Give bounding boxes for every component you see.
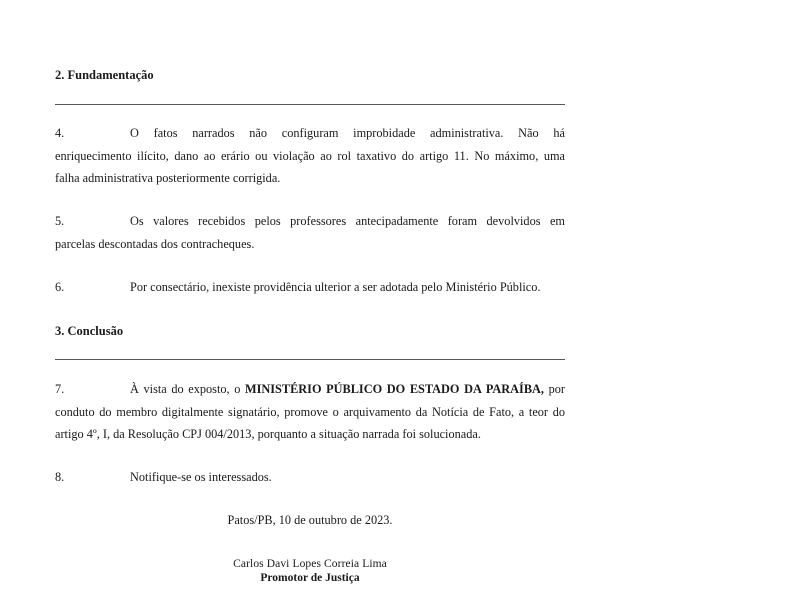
paragraph-6 — [55, 276, 565, 299]
section-heading-fundamentacao: 2. Fundamentação — [55, 68, 154, 82]
paragraph-text: Os valores recebidos pelos professores antecipadamente foram devolvidos em — [130, 214, 565, 228]
paragraph-number: 8. — [55, 470, 65, 484]
paragraph-line — [55, 122, 565, 145]
institution-name: MINISTÉRIO PÚBLICO DO ESTADO DA PARAÍBA, — [244, 382, 544, 396]
paragraph-line: conduto do membro digitalmente signatário, promove o arquivamento da Notícia de Fato, a teor do — [55, 404, 565, 419]
paragraph-line: enriquecimento ilícito, dano ao erário ou violação ao rol taxativo do artigo 11. No máximo, uma — [55, 148, 565, 163]
paragraph-text: por — [544, 382, 566, 396]
document-page — [55, 0, 565, 614]
paragraph-number: 6. — [55, 280, 65, 294]
paragraph-line — [55, 210, 565, 233]
paragraph-text: Por consectário, inexiste providência ulterior a ser adotada pelo Ministério Público. — [130, 280, 541, 294]
place-and-date: Patos/PB, 10 de outubro de 2023. — [227, 513, 393, 527]
paragraph-4 — [55, 122, 565, 190]
paragraph-number: 4. — [55, 126, 65, 140]
section-heading-conclusao: 3. Conclusão — [55, 324, 124, 338]
paragraph-8 — [55, 466, 565, 489]
paragraph-line — [55, 378, 565, 401]
paragraph-text: O fatos narrados não configuram improbidade administrativa. Não há — [130, 126, 565, 140]
signer-role: Promotor de Justiça — [260, 572, 360, 584]
paragraph-7 — [55, 378, 565, 446]
paragraph-number: 7. — [55, 382, 65, 396]
paragraph-line: artigo 4º, I, da Resolução CPJ 004/2013, porquanto a situação narrada foi solucionada. — [55, 427, 481, 441]
paragraph-number: 5. — [55, 214, 65, 228]
paragraph-line: parcelas descontadas dos contracheques. — [55, 236, 255, 251]
section-divider — [55, 359, 565, 360]
section-divider — [55, 104, 565, 105]
paragraph-line — [55, 466, 565, 489]
paragraph-line — [55, 276, 565, 299]
paragraph-text: À vista do exposto, o — [130, 382, 245, 396]
paragraph-text: Notifique-se os interessados. — [130, 470, 272, 484]
signer-name: Carlos Davi Lopes Correia Lima — [233, 558, 387, 570]
paragraph-5 — [55, 210, 565, 255]
paragraph-line: falha administrativa posteriormente corrigida. — [55, 171, 281, 185]
